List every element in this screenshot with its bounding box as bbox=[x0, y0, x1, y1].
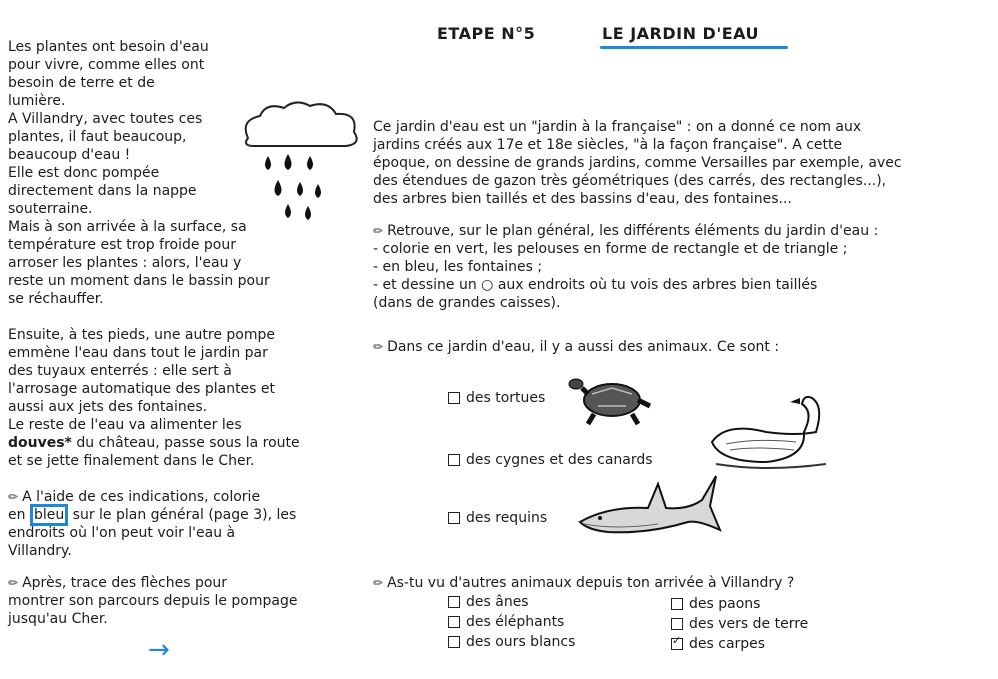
swan-icon bbox=[706, 392, 846, 472]
other-option-elephants[interactable]: des éléphants bbox=[448, 614, 564, 630]
other-option-paons[interactable]: des paons bbox=[671, 596, 760, 612]
pencil-icon: ✏ bbox=[373, 340, 384, 354]
other-option-vers-de-terre[interactable]: des vers de terre bbox=[671, 616, 808, 632]
animal-option-requins[interactable]: des requins bbox=[448, 510, 547, 526]
pump-paragraph: Ensuite, à tes pieds, une autre pompe emmène l'eau dans tout le jardin par des tuyaux enterrés : elle sert à l'arrosage automatique des plantes et aussi aux jets des fontaines. Le reste de l'eau va alimenter les douves* du château, passe sous la route et se jette finalement dans le Cher. bbox=[8, 327, 300, 469]
other-option-anes[interactable]: des ânes bbox=[448, 594, 529, 610]
retrouve-instruction: ✏ Retrouve, sur le plan général, les différents éléments du jardin d'eau : - colorie en vert, les pelouses en forme de rectangle et de triangle ; - en bleu, les fontaines ; - et dessine un ○ aux endroits où tu vois des arbres bien taillés (dans de grandes caisses). bbox=[373, 223, 879, 311]
checkbox[interactable] bbox=[448, 454, 460, 466]
pencil-icon: ✏ bbox=[8, 490, 19, 504]
rain-cloud-icon bbox=[238, 98, 364, 230]
bleu-highlight: bleu bbox=[30, 504, 68, 526]
checkbox[interactable] bbox=[448, 596, 460, 608]
intro-paragraph: Les plantes ont besoin d'eau pour vivre, comme elles ont besoin de terre et de lumière. A Villandry, avec toutes ces plantes, il faut beaucoup, beaucoup d'eau ! Elle est donc pompée directement dans la nappe souterraine. Mais à son arrivée à la surface, sa température est trop froide pour arroser les plantes : alors, l'eau y reste un moment dans le bassin pour se réchauffer. bbox=[8, 39, 270, 307]
checkbox[interactable] bbox=[448, 512, 460, 524]
other-option-carpes[interactable]: ✓ des carpes bbox=[671, 636, 765, 652]
step-title: ETAPE N°5 bbox=[437, 24, 536, 43]
pencil-icon: ✏ bbox=[373, 576, 384, 590]
other-animals-question: ✏ As-tu vu d'autres animaux depuis ton arrivée à Villandry ? bbox=[373, 575, 795, 591]
other-option-ours-blancs[interactable]: des ours blancs bbox=[448, 634, 575, 650]
animal-option-tortues[interactable]: des tortues bbox=[448, 390, 545, 406]
checkbox[interactable] bbox=[671, 598, 683, 610]
checkbox[interactable] bbox=[448, 636, 460, 648]
shark-icon bbox=[578, 470, 724, 540]
right-column bbox=[373, 118, 985, 356]
turtle-icon bbox=[568, 374, 656, 426]
pencil-icon: ✏ bbox=[373, 224, 384, 238]
jardin-intro: Ce jardin d'eau est un "jardin à la française" : on a donné ce nom aux jardins créés aux 17e et 18e siècles, "à la façon française". A cette époque, on dessine de grands jardins, comme Versailles par exemple, avec des étendues de gazon très géométriques (des carrés, des rectangles...), des arbres bien taillés et des bassins d'eau, des fontaines... bbox=[373, 119, 902, 207]
arrow-instruction: ✏ Après, trace des flèches pour montrer son parcours depuis le pompage jusqu'au Cher. bbox=[8, 575, 298, 627]
arrow-right-icon: → bbox=[148, 635, 170, 665]
checkbox[interactable] bbox=[448, 616, 460, 628]
page-title: LE JARDIN D'EAU bbox=[602, 24, 760, 43]
checkbox[interactable] bbox=[671, 638, 683, 650]
animal-option-cygnes[interactable]: des cygnes et des canards bbox=[448, 452, 653, 468]
checkbox[interactable] bbox=[671, 618, 683, 630]
title-underline bbox=[600, 46, 788, 49]
checkbox[interactable] bbox=[448, 392, 460, 404]
pencil-icon: ✏ bbox=[8, 576, 19, 590]
color-instruction: ✏ A l'aide de ces indications, colorie en bleu sur le plan général (page 3), les endroits où l'on peut voir l'eau à Villandry. bbox=[8, 489, 297, 559]
animals-question: ✏ Dans ce jardin d'eau, il y a aussi des animaux. Ce sont : bbox=[373, 339, 780, 355]
